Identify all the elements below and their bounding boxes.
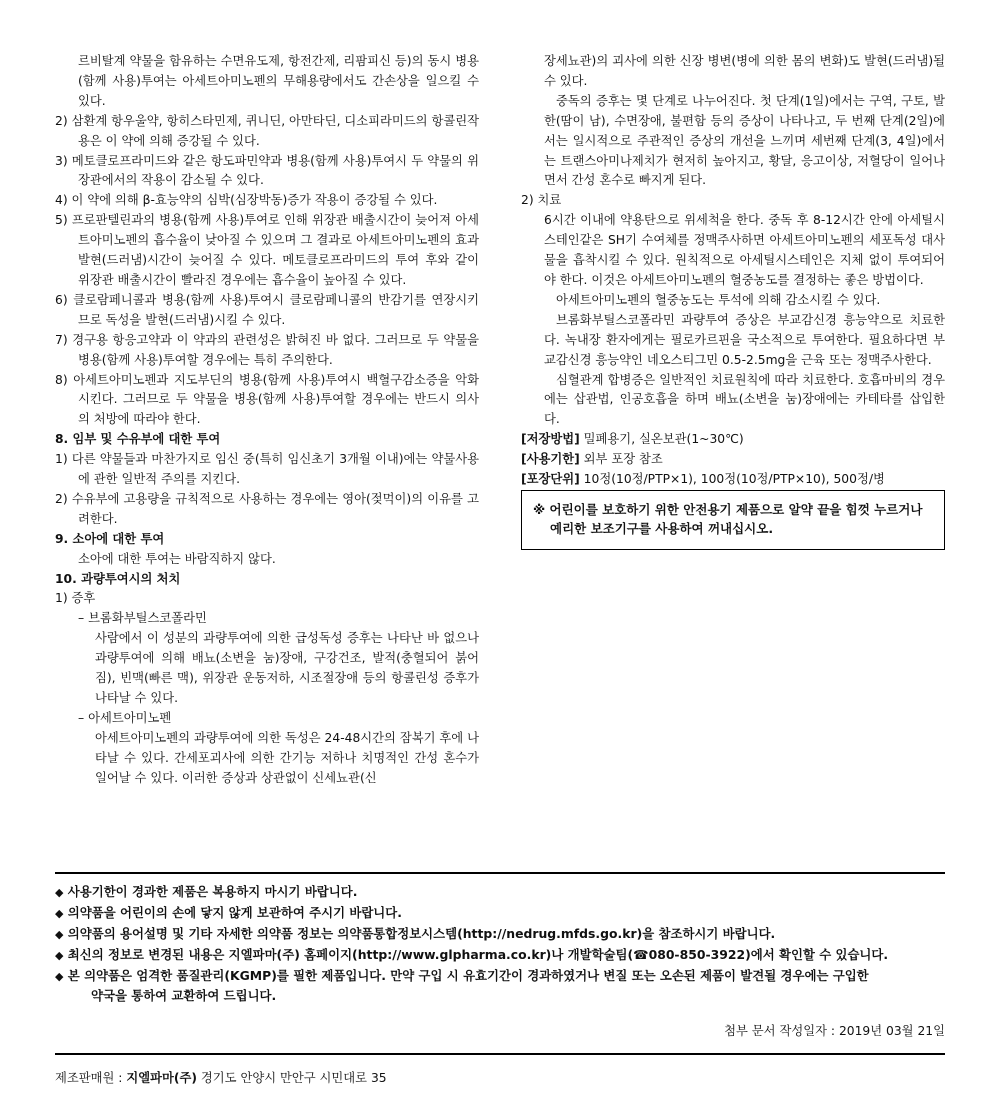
storage-method-value: 밀폐용기, 실온보관(1~30℃): [579, 432, 744, 447]
sub-list-body: 아세트아미노펜의 과량투여에 의한 독성은 24-48시간의 잠복기 후에 나타날 수 있다. 간세포괴사에 의한 간기능 저하나 치명적인 간성 혼수가 일어날 수 있다. 이러한 증상과 상관없이 신세뇨관(신: [95, 730, 479, 785]
list-item: [55, 371, 479, 431]
list-text: 치료: [537, 193, 562, 208]
section-title: 임부 및 수유부에 대한 투여: [72, 432, 221, 447]
list-marker: 3): [55, 153, 68, 168]
manufacturer-line: [55, 1068, 387, 1086]
section-title: 과량투여시의 처치: [81, 571, 181, 586]
list-item: [55, 331, 479, 371]
list-marker: 1): [55, 591, 68, 606]
diamond-icon: ◆: [55, 886, 64, 899]
packaging-value: 10정(10정/PTP×1), 100정(10정/PTP×10), 500정/병: [579, 472, 885, 487]
list-item-body: 아세트아미노펜의 혈중농도는 투석에 의해 감소시킬 수 있다.: [556, 292, 881, 307]
footer-note-text-2: 약국을 통하여 교환하여 드립니다.: [91, 988, 277, 1004]
list-item: [55, 211, 479, 291]
footer-note-text: 의약품의 용어설명 및 기타 자세한 의약품 정보는 의약품통합정보시스템(http://nedrug.mfds.go.kr)을 참조하시기 바랍니다.: [67, 926, 776, 942]
manufacturer-label: 제조판매원 :: [55, 1071, 127, 1085]
sub-list-body: 사람에서 이 성분의 과량투여에 의한 급성독성 증후는 나타난 바 없으나 과량투여에 의해 배뇨(소변을 눔)장애, 구강건조, 발적(충혈되어 붉어짐), 빈맥(빠른 맥), 위장관 운동저하, 시조절장애 등의 항콜린성 증후가 나타날 수 있다.: [95, 631, 479, 705]
left-column: [55, 52, 479, 789]
manufacturer-address: 경기도 안양시 만안구 시민대로 35: [197, 1071, 387, 1085]
list-text: 이 약에 의해 β-효능약의 심박(심장박동)증가 작용이 증강될 수 있다.: [71, 193, 438, 208]
expiry-line: [521, 450, 945, 470]
footer-note-text: 사용기한이 경과한 제품은 복용하지 마시기 바랍니다.: [67, 884, 358, 899]
list-item-body: 6시간 이내에 약용탄으로 위세척을 한다. 중독 후 8-12시간 안에 아세틸시스테인같은 SH기 수여체를 정맥주사하면 아세트아미노펜의 세포독성 대사물을 흡착시킬 수 있다. 원칙적으로 아세틸시스테인은 지체 없이 투여되어야 한다. 이것은 아세트아미노펜의 혈중농도를 결정하는 좋은 방법이다.: [544, 213, 945, 287]
packaging-line: [521, 470, 945, 490]
footer-note: [55, 924, 945, 944]
diamond-icon: ◆: [55, 949, 64, 963]
list-text: 클로람페니콜과 병용(함께 사용)투여시 클로람페니콜의 반감기를 연장시키므로 독성을 발현(드러냄)시킬 수 있다.: [73, 292, 479, 327]
list-text: 다른 약물들과 마찬가지로 임신 중(특히 임신초기 3개월 이내)에는 약물사용에 관한 일반적 주의를 지킨다.: [71, 452, 479, 487]
list-item: [55, 191, 479, 211]
document-date: 첨부 문서 작성일자 : 2019년 03월 21일: [724, 1024, 945, 1038]
right-column: [521, 52, 945, 789]
list-item: [55, 589, 479, 609]
section-title: 소아에 대한 투여: [72, 531, 165, 546]
list-text: 삼환계 항우울약, 항히스타민제, 퀴니딘, 아만타딘, 디소피라미드의 항콜린작용은 이 약에 의해 증강될 수 있다.: [71, 113, 479, 148]
list-item: [55, 291, 479, 331]
list-marker: 5): [55, 213, 68, 228]
diamond-icon: ◆: [55, 928, 64, 942]
list-text: 메토클로프라미드와 같은 항도파민약과 병용(함께 사용)투여시 두 약물의 위장관에서의 작용이 감소될 수 있다.: [71, 153, 479, 188]
section-heading-10: [55, 570, 479, 590]
section-number: 10.: [55, 571, 77, 586]
divider-top: [55, 872, 945, 874]
dash-marker: –: [78, 611, 85, 626]
divider-bottom: [55, 1053, 945, 1055]
footer-notes: [55, 882, 945, 1008]
sub-list-item: [55, 609, 479, 629]
sub-list-item: [55, 709, 479, 729]
notice-line-1: ※ 어린이를 보호하기 위한 안전용기 제품으로 알약 끝을 힘껏 누르거나: [533, 501, 923, 517]
paragraph-continuation: 르비탈계 약물을 함유하는 수면유도제, 항전간제, 리팜피신 등)의 동시 병용(함께 사용)투여는 아세트아미노펜의 무해용량에서도 간손상을 일으킬 수 있다.: [78, 54, 479, 108]
two-column-body: [55, 52, 945, 789]
footer-note-text: 의약품을 어린이의 손에 닿지 않게 보관하여 주시기 바랍니다.: [67, 905, 402, 921]
list-item: [55, 490, 479, 530]
list-text: 경구용 항응고약과 이 약과의 관련성은 밝혀진 바 없다. 그러므로 두 약물을 병용(함께 사용)투여할 경우에는 특히 주의한다.: [72, 332, 479, 367]
section-number: 8.: [55, 432, 69, 447]
list-item-body: 브롬화부틸스코폴라민 과량투여 증상은 부교감신경 흥능약으로 치료한다. 녹내장 환자에게는 필로카르핀을 국소적으로 투여한다. 필요하다면 부교감신경 흥능약인 네오스티그민 0.5-2.5mg을 근육 또는 정맥주사한다.: [544, 312, 945, 367]
section-heading-9: [55, 530, 479, 550]
list-text: 증후: [71, 591, 96, 606]
list-marker: 2): [521, 193, 534, 208]
paragraph-continuation: 장세뇨관)의 괴사에 의한 신장 병변(병에 의한 몸의 변화)도 발현(드러냄)될 수 있다.: [544, 54, 945, 88]
expiry-value: 외부 포장 참조: [579, 452, 663, 467]
list-marker: 2): [55, 113, 68, 128]
list-text: 프로판텔린과의 병용(함께 사용)투여로 인해 위장관 배출시간이 늦어져 아세트아미노펜의 흡수율이 낮아질 수 있으며 그 결과로 아세트아미노펜의 효과발현(드러냄)시간이 늦어질 수 있다. 메토클로프라미드의 투여 후와 같이 위장관 배출시간이 빨라진 경우에는 흡수율이 높아질 수 있다.: [71, 213, 479, 287]
list-marker: 7): [55, 332, 68, 347]
footer-note: [55, 966, 945, 1006]
manufacturer-name: 지엘파마(주): [126, 1071, 197, 1085]
diamond-icon: ◆: [55, 907, 64, 921]
sub-list-text: 아세트아미노펜: [88, 710, 172, 725]
list-marker: 2): [55, 491, 68, 506]
footer-note: [55, 903, 945, 923]
diamond-icon: ◆: [55, 970, 64, 984]
sub-list-text: 브롬화부틸스코폴라민: [88, 611, 207, 626]
expiry-label: [사용기한]: [521, 452, 580, 467]
list-marker: 4): [55, 193, 68, 208]
footer-note: [55, 945, 945, 965]
child-safety-notice-box: [521, 490, 945, 550]
list-marker: 6): [55, 292, 68, 307]
list-item: [55, 450, 479, 490]
footer-note-text: 본 의약품은 엄격한 품질관리(KGMP)를 필한 제품입니다. 만약 구입 시 유효기간이 경과하였거나 변질 또는 오손된 제품이 발견될 경우에는 구입한: [67, 968, 869, 984]
footer-note-text: 최신의 정보로 변경된 내용은 지엘파마(주) 홈페이지(http://www.glpharma.co.kr)나 개발학술팀(☎080-850-3922)에서 확인할 수 있습니다.: [67, 947, 889, 963]
list-item: [55, 112, 479, 152]
dash-marker: –: [78, 710, 85, 725]
list-item: [55, 152, 479, 192]
list-item-body: 심혈관계 합병증은 일반적인 치료원칙에 따라 치료한다. 호흡마비의 경우에는 삽관법, 인공호흡을 하며 배뇨(소변을 눔)장애에는 카테타를 삽입한다.: [544, 372, 945, 427]
notice-line-2: 예리한 보조기구를 사용하여 꺼내십시오.: [550, 521, 774, 537]
list-text: 아세트아미노펜과 지도부딘의 병용(함께 사용)투여시 백혈구감소증을 악화시킨다. 그러므로 두 약물을 병용(함께 사용)투여할 경우에는 반드시 의사의 처방에 따라야 한다.: [73, 372, 479, 427]
list-marker: 1): [55, 452, 68, 467]
packaging-label: [포장단위]: [521, 472, 580, 487]
paragraph-toxicity-stages: 중독의 증후는 몇 단계로 나누어진다. 첫 단계(1일)에서는 구역, 구토, 발한(땀이 남), 수면장애, 불편함 등의 증상이 나타나고, 두 번째 단계(2일)에서는 일시적으로 주관적인 증상의 개선을 느끼며 세번째 단계(3, 4일)에서는 트랜스아미나제치가 현저히 높아지고, 황달, 응고이상, 저혈당이 일어나면서 간성 혼수로 빠지게 된다.: [544, 93, 945, 188]
list-item: [521, 191, 945, 211]
footer-note: [55, 882, 945, 902]
storage-method-line: [521, 430, 945, 450]
storage-method-label: [저장방법]: [521, 432, 580, 447]
section-number: 9.: [55, 531, 69, 546]
section-body: 소아에 대한 투여는 바람직하지 않다.: [78, 551, 276, 566]
section-heading-8: [55, 430, 479, 450]
list-marker: 8): [55, 372, 68, 387]
list-text: 수유부에 고용량을 규칙적으로 사용하는 경우에는 영아(젖먹이)의 이유를 고려한다.: [71, 491, 479, 526]
